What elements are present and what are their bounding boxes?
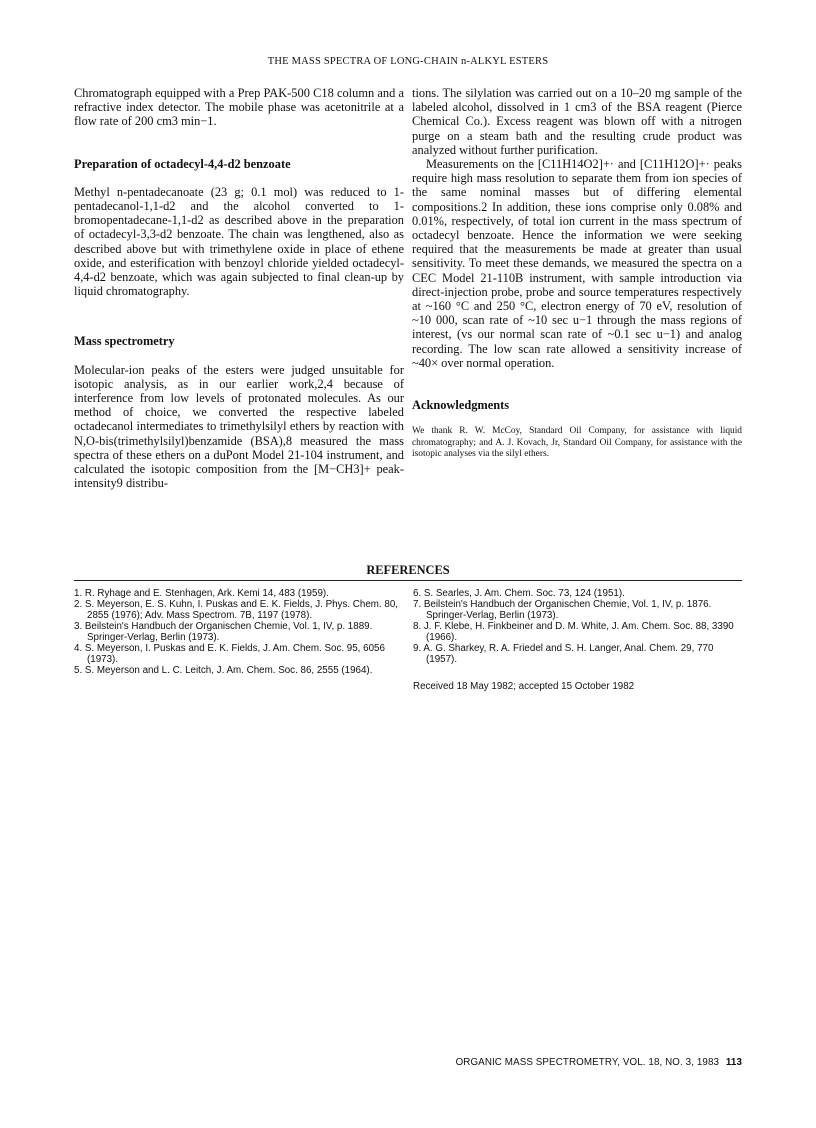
section-heading-preparation: Preparation of octadecyl-4,4-d2 benzoate — [74, 156, 291, 171]
section-heading-mass-spectrometry: Mass spectrometry — [74, 334, 175, 349]
references-title: REFERENCES — [366, 563, 450, 577]
journal-citation: ORGANIC MASS SPECTROMETRY, VOL. 18, NO. 3, 1983 — [455, 1057, 720, 1068]
left-column — [74, 86, 404, 490]
reference-item: 1. R. Ryhage and E. Stenhagen, Ark. Kemi 14, 483 (1959). — [74, 588, 329, 599]
paragraph-preparation: Methyl n-pentadecanoate (23 g; 0.1 mol) was reduced to 1-pentadecanol-1,1-d2 and the alcohol converted to 1-bromopentadecane-1,1-d2 as described above in the preparation of octadecyl-3,3-d2 benzoate. The chain was lengthened, also as described above but with trimethylene oxide in place of ethene oxide, and esterification with benzoyl chloride yielded octadecyl-4,4-d2 benzoate, which was again subjected to final clean-up by liquid chromatography. — [74, 184, 404, 299]
acknowledgments-text: We thank R. W. McCoy, Standard Oil Company, for assistance with liquid chromatography; and A. J. Kovach, Jr, Standard Oil Company, for assistance with the isotopic analyses via the silyl ethers. — [412, 426, 742, 460]
reference-item: 4. S. Meyerson, I. Puskas and E. K. Fields, J. Am. Chem. Soc. 95, 6056 (1973). — [74, 643, 385, 665]
paragraph-chromatograph: Chromatograph equipped with a Prep PAK-500 C18 column and a refractive index detector. The mobile phase was acetonitrile at a flow rate of 200 cm3 min−1. — [74, 86, 404, 129]
reference-item: 3. Beilstein's Handbuch der Organischen Chemie, Vol. 1, IV, p. 1889. Springer-Verlag, Berlin (1973). — [74, 621, 373, 643]
references-right-list — [413, 588, 743, 702]
page-number: 113 — [725, 1057, 742, 1068]
received-date: Received 18 May 1982; accepted 15 October 1982 — [413, 681, 635, 692]
right-column — [412, 86, 742, 461]
reference-item: 2. S. Meyerson, E. S. Kuhn, I. Puskas and E. K. Fields, J. Phys. Chem. 80, 2855 (1976); Adv. Mass Spectrom. 7B, 1197 (1978). — [74, 599, 398, 621]
section-heading-acknowledgments: Acknowledgments — [412, 398, 510, 413]
reference-item: 6. S. Searles, J. Am. Chem. Soc. 73, 124 (1951). — [413, 588, 625, 599]
references-divider — [74, 580, 742, 581]
reference-item: 9. A. G. Sharkey, R. A. Friedel and S. H. Langer, Anal. Chem. 29, 770 (1957). — [413, 643, 714, 665]
references-left-list — [74, 588, 404, 676]
paragraph-mass-spectrometry: Molecular-ion peaks of the esters were judged unsuitable for isotopic analysis, as in our earlier work,2,4 because of interference from low levels of protonated molecules. As our method of choice, we converted the respective labeled octadecanol intermediates to trimethylsilyl ethers by reaction with N,O-bis(trimethylsilyl)benzamide (BSA),8 measured the mass spectra of these ethers on a duPont Model 21-104 instrument, and calculated the isotopic composition from the [M−CH3]+ peak-intensity9 distribu- — [74, 362, 404, 491]
reference-item: 7. Beilstein's Handbuch der Organischen Chemie, Vol. 1, IV, p. 1876. Springer-Verlag, Berlin (1973). — [413, 599, 712, 621]
running-head: THE MASS SPECTRA OF LONG-CHAIN n-ALKYL ESTERS — [267, 56, 549, 67]
reference-item: 8. J. F. Klebe, H. Finkbeiner and D. M. White, J. Am. Chem. Soc. 88, 3390 (1966). — [413, 621, 734, 643]
reference-item: 5. S. Meyerson and L. C. Leitch, J. Am. Chem. Soc. 86, 2555 (1964). — [74, 665, 373, 676]
page-footer — [440, 1057, 742, 1068]
paragraph-measurements: Measurements on the [C11H14O2]+· and [C11H12O]+· peaks require high mass resolution to separate them from ion species of the same nominal masses but of differing elemental compositions.2 In addition, these ions comprise only 0.08% and 0.01%, respectively, of total ion current in the mass spectrum of octadecyl benzoate. Hence the information we were seeking required that the measurements be made at greater than usual sensitivity. To meet these demands, we measured the spectra on a CEC Model 21-110B instrument, with sample introduction via direct-injection probe, probe and source temperatures respectively at ~160 °C and 250 °C, electron energy of 70 eV, resolution of ~10 000, scan rate of ~10 sec u−1 through the mass regions of interest, (vs our normal scan rate of ~0.1 sec u−1) and analog recording. The low scan rate allowed a sensitivity increase of ~40× over normal operation. — [412, 157, 742, 370]
paragraph-silylation: tions. The silylation was carried out on a 10–20 mg sample of the labeled alcohol, dissolved in 1 cm3 of the BSA reagent (Pierce Chemical Co.). Excess reagent was blown off with a nitrogen purge on a steam bath and the resulting crude product was analyzed without further purification. — [412, 86, 742, 157]
